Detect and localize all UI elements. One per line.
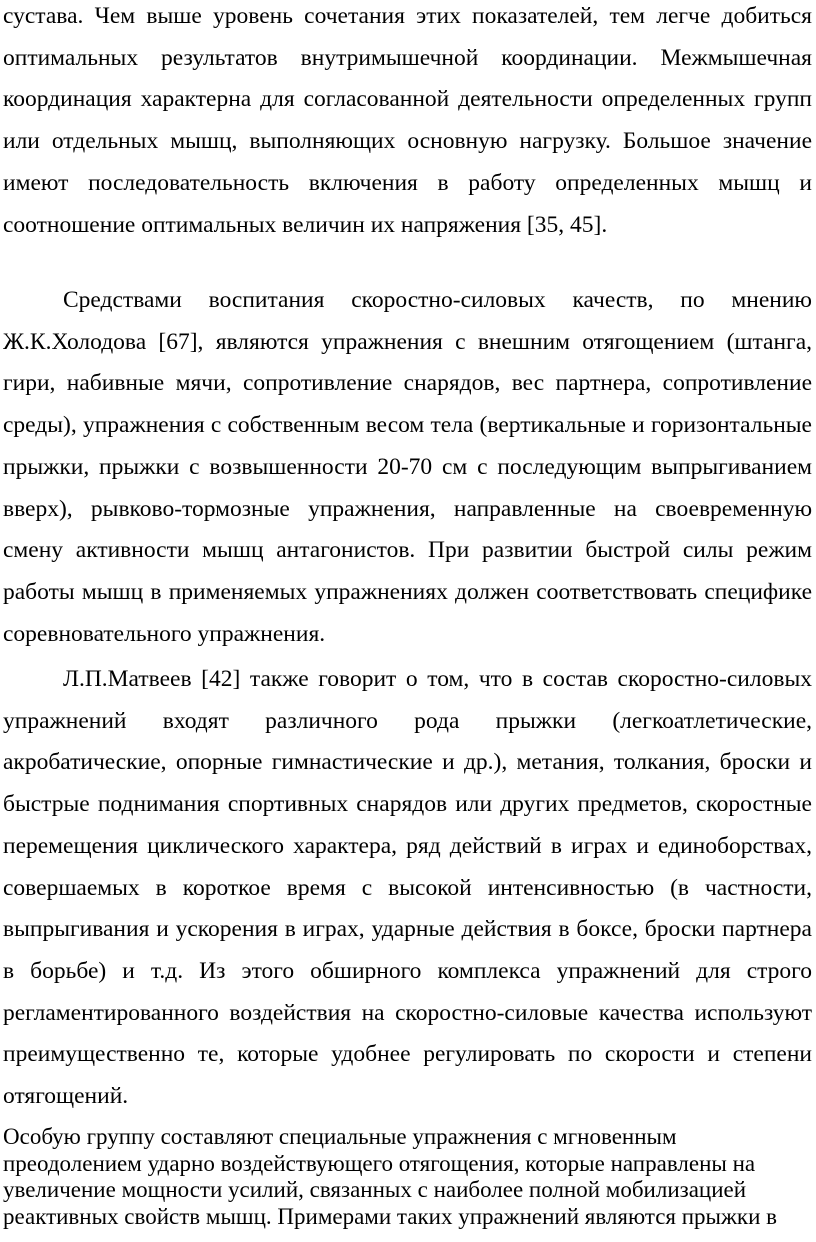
paragraph-speed-strength-means: Средствами воспитания скоростно-силовых качеств, по мнению Ж.К.Холодова [67], являются упражнения с внешним отягощением (штанга, гири, набивные мячи, сопротивление снарядов, вес партнера, сопротивление среды), упражнения с собственным весом тела (вертикальные и горизонтальные прыжки, прыжки с возвышенности 20-70 см с последующим выпрыгиванием вверх), рывково-тормозные упражнения, направленные на своевременную смену активности мышц антагонистов. При развитии быстрой силы режим работы мышц в применяемых упражнениях должен соответствовать специфике соревновательного упражнения.	[3, 287, 812, 647]
text-line: увеличение мощности усилий, связанных с наиболее полной мобилизацией	[3, 1177, 747, 1203]
text-line: Особую группу составляют специальные упражнения с мгновенным	[3, 1124, 677, 1149]
text-line: преодолением ударно воздействующего отягощения, которые направлены на	[3, 1150, 756, 1176]
text-line: реактивных свойств мышц. Примерами таких упражнений являются прыжки в	[3, 1204, 777, 1230]
paragraph-joint-coordination: сустава. Чем выше уровень сочетания этих показателей, тем легче добиться оптимальных результатов внутримышечной координации. Межмышечная координация характерна для согласованной деятельности определенных групп или отдельных мышц, выполняющих основную нагрузку. Большое значение имеют последовательность включения в работу определенных мышц и соотношение оптимальных величин их напряжения [35, 45].	[3, 3, 812, 238]
paragraph-special-exercises	[3, 1124, 812, 1231]
paragraph-matveev-exercises: Л.П.Матвеев [42] также говорит о том, что в состав скоростно-силовых упражнений входят различного рода прыжки (легкоатлетические, акробатические, опорные гимнастические и др.), метания, толкания, броски и быстрые поднимания спортивных снарядов или других предметов, скоростные перемещения циклического характера, ряд действий в играх и единоборствах, совершаемых в короткое время с высокой интенсивностью (в частности, выпрыгивания и ускорения в играх, ударные действия в боксе, броски партнера в борьбе) и т.д. Из этого обширного комплекса упражнений для строго регламентированного воздействия на скоростно-силовые качества используют преимущественно те, которые удобнее регулировать по скорости и степени отягощений.	[3, 666, 812, 1110]
